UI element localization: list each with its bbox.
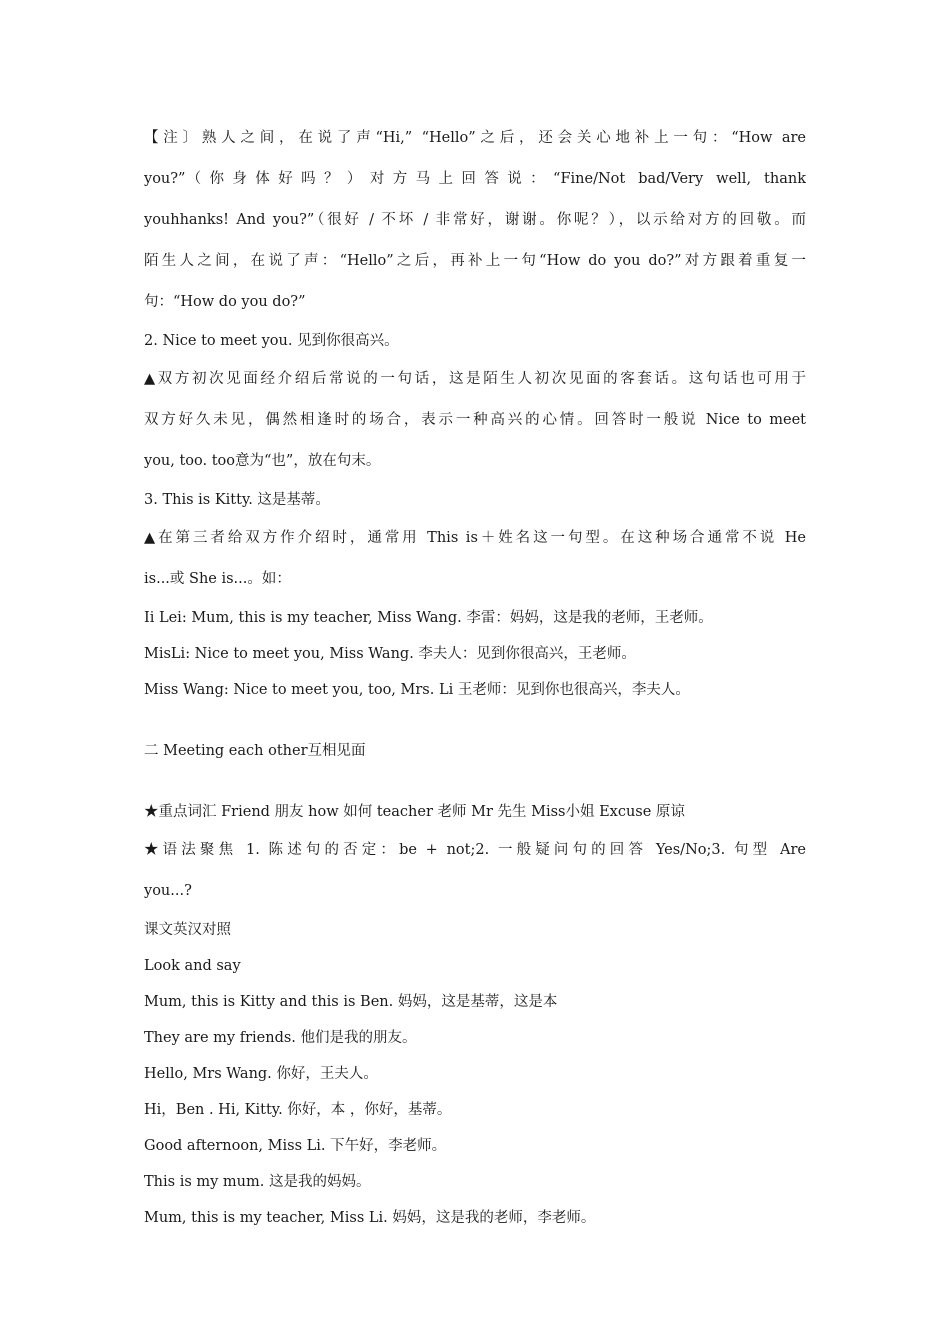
document-page xyxy=(144,118,806,1236)
example-line: MisLi: Nice to meet you, Miss Wang. 李夫人：见到你很高兴，王老师。 xyxy=(144,646,636,662)
grammar-focus xyxy=(144,830,806,912)
vocab-line: ★重点词汇 Friend 朋友 how 如何 teacher 老师 Mr 先生 Miss小姐 Excuse 原谅 xyxy=(144,804,685,820)
note-line: 陌生人之间，在说了声：“Hello”之后，再补上一句“How do you do?”对方跟着重复一 xyxy=(144,253,806,269)
note-line: youhhanks! And you?”（很好 / 不坏 / 非常好，谢谢。你呢？），以示给对方的回敬。而 xyxy=(144,212,806,228)
item3-explain-line: is...或 She is...。如： xyxy=(144,571,291,587)
dialogue-line: This is my mum. 这是我的妈妈。 xyxy=(144,1174,371,1190)
note-line: you?”（你身体好吗？）对方马上回答说：“Fine/Not bad/Very well, thank xyxy=(144,171,806,187)
spacer xyxy=(144,769,806,794)
section-heading: 二 Meeting each other互相见面 xyxy=(144,743,366,759)
dialogue-line: Hi，Ben . Hi, Kitty. 你好，本 ，你好，基蒂。 xyxy=(144,1102,452,1118)
text-heading: 课文英汉对照 xyxy=(144,922,231,938)
note-paragraph xyxy=(144,118,806,323)
item2-explain-line: you, too. too意为“也”，放在句末。 xyxy=(144,453,381,469)
note-line: 句：“How do you do?” xyxy=(144,294,306,310)
item2-title: 2. Nice to meet you. 见到你很高兴。 xyxy=(144,333,399,349)
dialogue-line: They are my friends. 他们是我的朋友。 xyxy=(144,1030,417,1046)
item2-explain-line: ▲双方初次见面经介绍后常说的一句话，这是陌生人初次见面的客套话。这句话也可用于 xyxy=(144,371,806,387)
dialogue-line: Mum, this is my teacher, Miss Li. 妈妈，这是我的老师，李老师。 xyxy=(144,1210,596,1226)
dialogue-line: Hello, Mrs Wang. 你好，王夫人。 xyxy=(144,1066,378,1082)
item2-explain-line: 双方好久未见，偶然相逢时的场合，表示一种高兴的心情。回答时一般说 Nice to meet xyxy=(144,412,806,428)
note-line: 【注〕熟人之间，在说了声“Hi,” “Hello”之后，还会关心地补上一句：“How are xyxy=(144,130,806,146)
grammar-line: ★语法聚焦 1. 陈述句的否定：be + not;2. 一般疑问句的回答 Yes/No;3. 句型 Are xyxy=(144,842,806,858)
spacer xyxy=(144,708,806,733)
item3-explanation xyxy=(144,518,806,600)
grammar-line: you...? xyxy=(144,883,192,899)
example-line: Ii Lei: Mum, this is my teacher, Miss Wang. 李雷：妈妈，这是我的老师，王老师。 xyxy=(144,610,713,626)
lesson-dialogue xyxy=(144,948,806,1236)
example-line: Miss Wang: Nice to meet you, too, Mrs. Li 王老师：见到你也很高兴，李夫人。 xyxy=(144,682,690,698)
item3-explain-line: ▲在第三者给双方作介绍时，通常用 This is＋姓名这一句型。在这种场合通常不说 He xyxy=(144,530,806,546)
dialogue-line: Mum, this is Kitty and this is Ben. 妈妈，这是基蒂，这是本 xyxy=(144,994,558,1010)
dialogue-line: Look and say xyxy=(144,958,241,974)
item2-explanation xyxy=(144,359,806,482)
item3-title: 3. This is Kitty. 这是基蒂。 xyxy=(144,492,330,508)
example-dialogue xyxy=(144,600,806,708)
dialogue-line: Good afternoon, Miss Li. 下午好，李老师。 xyxy=(144,1138,447,1154)
